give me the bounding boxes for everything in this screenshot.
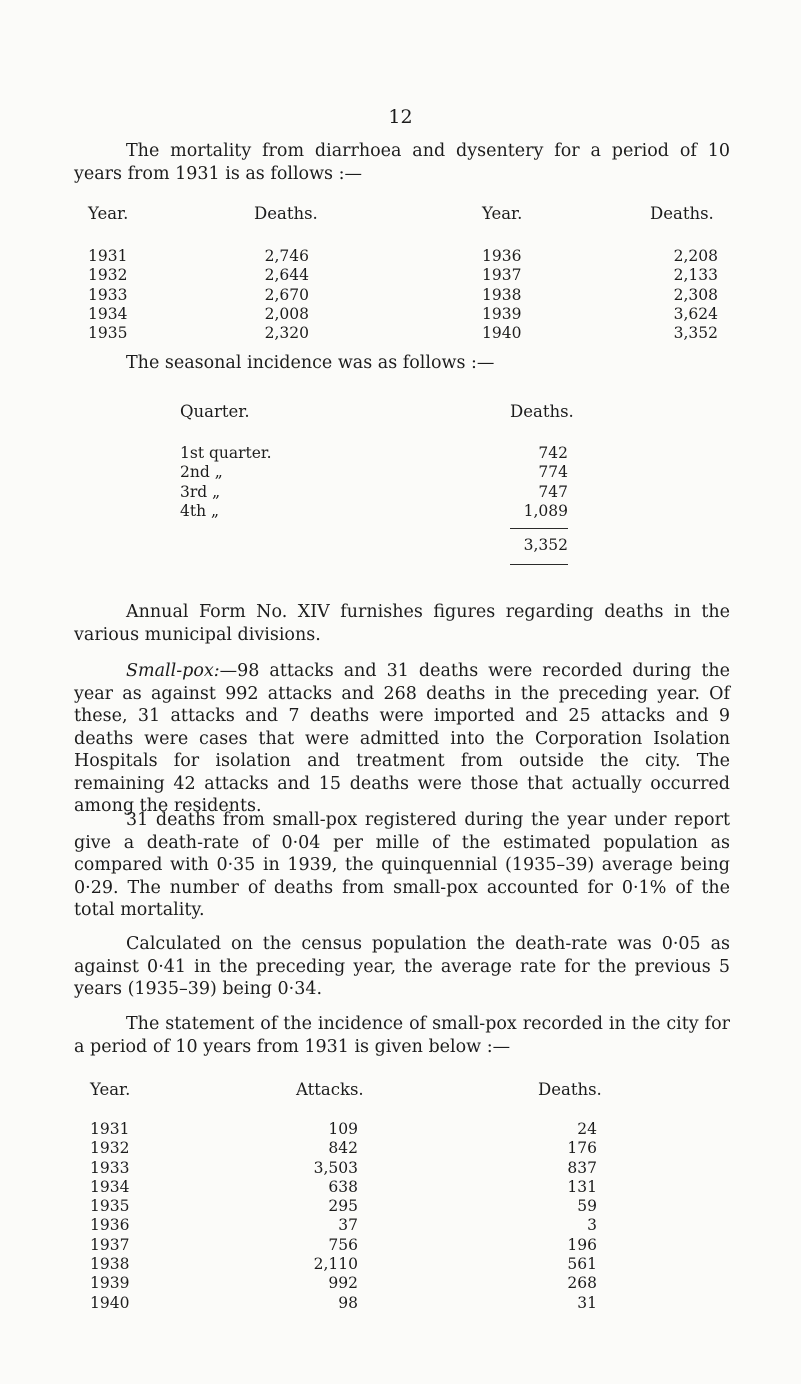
table-cell-deaths: 2,008 [264,304,309,323]
table-cell-year: 1932 [88,266,128,285]
table-cell-year: 1936 [90,1216,130,1235]
smallpox-header-deaths: Deaths. [538,1080,602,1099]
statement-paragraph: The statement of the incidence of small-pox recorded in the city for a period of 10 years from 1931 is given below :— [74,1014,730,1057]
table-cell-deaths: 2,308 [673,285,718,304]
table-cell-year: 1931 [88,247,128,265]
mortality-header-deaths-1: Deaths. [254,204,318,223]
table-cell-attacks: 98 [338,1293,358,1312]
mortality-header-deaths-2: Deaths. [650,204,714,223]
mortality-header-year-1: Year. [88,204,129,223]
smallpox-header-year: Year. [90,1080,131,1099]
census-paragraph: Calculated on the census population the death-rate was 0·05 as against 0·41 in the preceding year, the average rate for the previous 5 years (1935–39) being 0·34. [74,934,730,999]
table-cell-deaths: 3 [587,1216,597,1235]
table-cell-year: 1932 [90,1139,130,1158]
table-cell-deaths: 561 [567,1255,597,1274]
mortality-header-year-2: Year. [482,204,523,223]
table-cell-total: 3,352 [523,536,568,554]
table-cell-attacks: 3,503 [313,1158,358,1177]
annual-form-paragraph: Annual Form No. XIV furnishes figures regarding deaths in the various municipal divisions. [74,602,730,645]
table-cell-year: 1938 [482,285,522,304]
table-cell-deaths: 268 [567,1274,597,1293]
mortality-right-years [482,247,542,343]
mortality-left-deaths [248,247,309,343]
seasonal-deaths [500,444,568,521]
table-cell-year: 1939 [90,1274,130,1293]
mortality-left-years [88,247,148,343]
table-cell-deaths: 2,133 [673,266,718,285]
table-cell-attacks: 295 [328,1197,358,1216]
table-cell-deaths: 3,352 [673,324,718,343]
table-cell-deaths: 2,644 [264,266,309,285]
mortality-table [0,204,801,344]
table-cell-quarter: 1st quarter. [180,444,272,462]
table-cell-attacks: 2,110 [313,1255,358,1274]
table-cell-deaths: 747 [538,482,568,501]
seasonal-header-quarter: Quarter. [180,402,250,421]
table-cell-deaths: 31 [577,1293,597,1312]
page-number: 12 [388,106,413,128]
table-cell-quarter: 2nd „ [180,463,223,482]
table-cell-year: 1937 [482,266,522,285]
table-cell-deaths: 2,320 [264,324,309,343]
smallpox-years [90,1120,150,1313]
table-cell-deaths: 1,089 [523,501,568,520]
table-cell-attacks: 37 [338,1216,358,1235]
table-cell-year: 1936 [482,247,522,265]
table-cell-year: 1935 [88,324,128,343]
table-cell-deaths: 837 [567,1158,597,1177]
total-rule-top [510,528,568,529]
smallpox-heading: Small-pox: [126,661,220,681]
table-cell-quarter: 4th „ [180,501,220,520]
total-rule-bottom [510,564,568,565]
smallpox-table [0,1080,801,1330]
table-cell-deaths: 2,208 [673,247,718,265]
table-cell-quarter: 3rd „ [180,482,221,501]
smallpox-text: —98 attacks and 31 deaths were recorded during the year as against 992 attacks and 268 deaths in the preceding year. Of these, 31 attacks and 7 deaths were imported and 25 attacks and 9 deaths were cases that were admitted into the Corporation Isolation Hospitals for isolation and treatment from outside the city. The remaining 42 attacks and 15 deaths were those that actually occurred among the residents. [74,661,730,816]
table-cell-deaths: 131 [567,1177,597,1196]
table-cell-deaths: 2,670 [264,285,309,304]
table-cell-attacks: 756 [328,1235,358,1254]
smallpox-header-attacks: Attacks. [296,1080,364,1099]
table-cell-deaths: 59 [577,1197,597,1216]
seasonal-table [0,402,801,582]
table-cell-deaths: 2,746 [264,247,309,265]
smallpox-paragraph [74,660,730,818]
table-cell-year: 1935 [90,1197,130,1216]
table-cell-deaths: 176 [567,1139,597,1158]
intro-paragraph: The mortality from diarrhoea and dysentery for a period of 10 years from 1931 is as follows :— [74,141,730,184]
seasonal-total [500,536,568,555]
table-cell-year: 1940 [482,324,522,343]
table-cell-year: 1933 [90,1158,130,1177]
table-cell-attacks: 842 [328,1139,358,1158]
smallpox-attacks [296,1120,358,1313]
table-cell-year: 1937 [90,1235,130,1254]
table-cell-deaths: 196 [567,1235,597,1254]
table-cell-attacks: 109 [328,1120,358,1138]
table-cell-deaths: 24 [577,1120,597,1138]
table-cell-year: 1934 [90,1177,130,1196]
table-cell-deaths: 774 [538,463,568,482]
table-cell-year: 1939 [482,304,522,323]
table-cell-year: 1931 [90,1120,130,1138]
table-cell-deaths: 3,624 [673,304,718,323]
mortality-right-deaths [654,247,718,343]
table-cell-attacks: 992 [328,1274,358,1293]
table-cell-deaths: 742 [538,444,568,462]
table-cell-year: 1938 [90,1255,130,1274]
table-cell-attacks: 638 [328,1177,358,1196]
smallpox-deaths [560,1120,597,1313]
deathrate-paragraph: 31 deaths from small-pox registered during the year under report give a death-rate of 0·04 per mille of the estimated population as compared with 0·35 in 1939, the quinquennial (1935–39) average being 0·29. The number of deaths from small-pox accounted for 0·1% of the total mortality. [74,810,730,920]
seasonal-intro: The seasonal incidence was as follows :— [126,353,495,373]
table-cell-year: 1933 [88,285,128,304]
table-cell-year: 1934 [88,304,128,323]
table-cell-year: 1940 [90,1293,130,1312]
seasonal-quarters [180,444,320,521]
seasonal-header-deaths: Deaths. [510,402,574,421]
